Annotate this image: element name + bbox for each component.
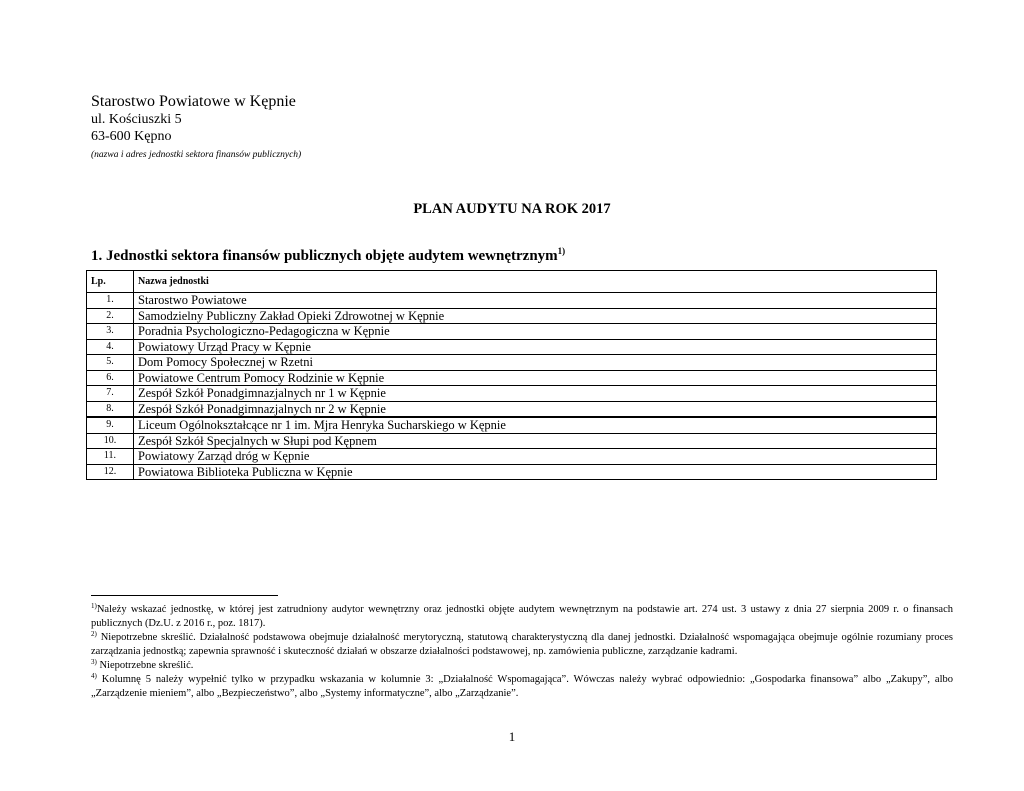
- footnote-mark: 3): [91, 658, 97, 666]
- table-row: [87, 449, 937, 465]
- footnote-2: [91, 631, 953, 659]
- row-name: Zespół Szkół Ponadgimnazjalnych nr 1 w Kępnie: [134, 386, 937, 402]
- table-row: [87, 370, 937, 386]
- table-row: [87, 386, 937, 402]
- row-name: Powiatowy Zarząd dróg w Kępnie: [134, 449, 937, 465]
- footnote-text: Kolumnę 5 należy wypełnić tylko w przypadku wskazania w kolumnie 3: „Działalność Wspomagająca”. Wówczas należy wybrać odpowiednio: „Gospodarka finansowa” albo „Zakupy”, albo „Zarządzenie mieniem”, albo „Bezpieczeństwo”, albo „Systemy informatyczne”, albo „Zarządzanie”.: [91, 674, 953, 699]
- row-lp: 11.: [87, 449, 134, 465]
- row-name: Powiatowy Urząd Pracy w Kępnie: [134, 339, 937, 355]
- document-title: PLAN AUDYTU NA ROK 2017: [413, 201, 611, 217]
- footnote-text: Niepotrzebne skreślić. Działalność podstawowa obejmuje działalność merytoryczną, statutową charakterystyczną dla danej jednostki. Działalność wspomagająca obejmuje ogólnie rozumiany proces zarządzania jednostką; zapewnia sprawność i skuteczność działań w obszarze działalności podstawowej, np. zamówienia publiczne, zarządzanie kadrami.: [91, 632, 953, 657]
- footnote-3: [91, 659, 953, 673]
- section-heading-footnote-mark: 1): [557, 246, 566, 256]
- table-row: [87, 339, 937, 355]
- row-lp: 6.: [87, 370, 134, 386]
- organization-caption: (nazwa i adres jednostki sektora finansów publicznych): [91, 150, 302, 160]
- row-name: Powiatowe Centrum Pomocy Rodzinie w Kępnie: [134, 370, 937, 386]
- organization-street: ul. Kościuszki 5: [91, 112, 182, 127]
- row-lp: 3.: [87, 324, 134, 340]
- footnote-text: Należy wskazać jednostkę, w której jest zatrudniony audytor wewnętrzny oraz jednostki objęte audytem wewnętrznym na podstawie art. 274 ust. 3 ustawy z dnia 27 sierpnia 2009 r. o finansach publicznych (Dz.U. z 2016 r., poz. 1817).: [91, 604, 953, 629]
- row-lp: 1.: [87, 293, 134, 309]
- table-row: [87, 417, 937, 433]
- row-name: Samodzielny Publiczny Zakład Opieki Zdrowotnej w Kępnie: [134, 308, 937, 324]
- footnote-mark: 2): [91, 630, 97, 638]
- row-name: Dom Pomocy Społecznej w Rzetni: [134, 355, 937, 371]
- section-heading-text: 1. Jednostki sektora finansów publicznych objęte audytem wewnętrznym: [91, 248, 558, 264]
- footnote-1: [91, 603, 953, 631]
- row-lp: 12.: [87, 464, 134, 480]
- column-header-name: Nazwa jednostki: [134, 271, 937, 293]
- table-row: [87, 355, 937, 371]
- row-name: Zespół Szkół Specjalnych w Słupi pod Kępnem: [134, 433, 937, 449]
- footnote-separator: [91, 595, 278, 596]
- footnote-4: [91, 673, 953, 701]
- row-lp: 7.: [87, 386, 134, 402]
- footnote-mark: 1): [91, 602, 97, 610]
- table-row: [87, 433, 937, 449]
- table-row: [87, 293, 937, 309]
- row-lp: 10.: [87, 433, 134, 449]
- row-name: Liceum Ogólnokształcące nr 1 im. Mjra Henryka Sucharskiego w Kępnie: [134, 417, 937, 433]
- row-lp: 8.: [87, 401, 134, 417]
- organization-postal-city: 63-600 Kępno: [91, 129, 172, 144]
- table-row: [87, 324, 937, 340]
- footnote-text: Niepotrzebne skreślić.: [96, 660, 194, 671]
- footnotes: [91, 603, 953, 701]
- row-lp: 4.: [87, 339, 134, 355]
- row-name: Poradnia Psychologiczno-Pedagogiczna w Kępnie: [134, 324, 937, 340]
- organization-name: Starostwo Powiatowe w Kępnie: [91, 93, 296, 110]
- units-table: [86, 270, 937, 480]
- row-lp: 2.: [87, 308, 134, 324]
- footnote-mark: 4): [91, 672, 97, 680]
- row-lp: 9.: [87, 417, 134, 433]
- table-row: [87, 464, 937, 480]
- column-header-lp: Lp.: [87, 271, 134, 293]
- table-header-row: [87, 271, 937, 293]
- row-lp: 5.: [87, 355, 134, 371]
- row-name: Starostwo Powiatowe: [134, 293, 937, 309]
- page-number: 1: [508, 729, 516, 744]
- row-name: Zespół Szkół Ponadgimnazjalnych nr 2 w Kępnie: [134, 401, 937, 417]
- table-row: [87, 401, 937, 417]
- row-name: Powiatowa Biblioteka Publiczna w Kępnie: [134, 464, 937, 480]
- organization-address-block: [91, 92, 301, 160]
- section-heading: [91, 248, 565, 265]
- table-row: [87, 308, 937, 324]
